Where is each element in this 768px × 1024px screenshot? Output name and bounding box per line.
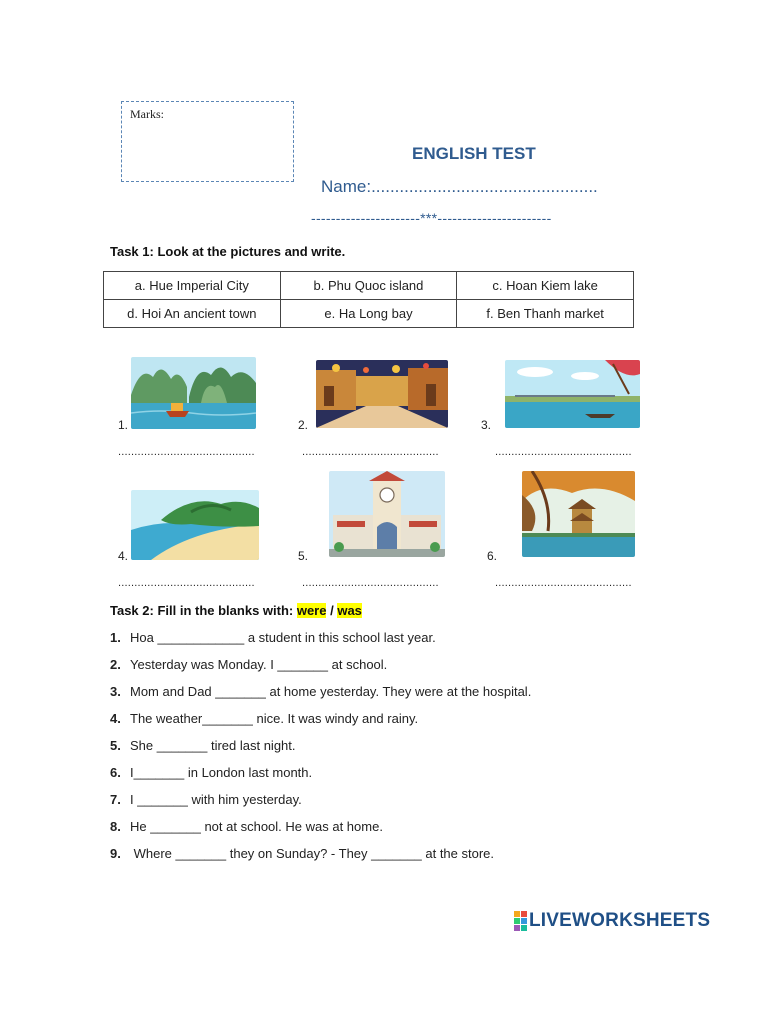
marks-label: Marks: [130,107,164,121]
table-cell: e. Ha Long bay [280,300,457,328]
picture-number: 5. [298,549,309,563]
name-field[interactable]: Name:................................................ [321,177,598,196]
exercise-item [110,711,418,726]
logo-block [521,918,527,924]
item-text: Yesterday was Monday. I _______ at school. [130,657,388,672]
task1-heading: Task 1: Look at the pictures and write. [110,244,346,259]
table-cell: d. Hoi An ancient town [104,300,281,328]
answer-line[interactable]: .......................................... [302,446,439,458]
hoi-an-street-picture [316,360,448,428]
answer-line[interactable]: .......................................... [495,446,632,458]
item-text: She _______ tired last night. [130,738,296,753]
item-number: 8. [110,819,121,834]
highlight-word-were: were [296,603,327,618]
table-cell: b. Phu Quoc island [280,272,457,300]
logo-block [521,911,527,917]
exercise-item [110,630,436,645]
table-cell: a. Hue Imperial City [104,272,281,300]
picture-number: 1. [118,418,129,432]
word-separator: / [326,603,338,618]
table-row [104,272,634,300]
item-text: He _______ not at school. He was at home. [130,819,383,834]
answer-line[interactable]: .......................................... [495,577,632,589]
table-row [104,300,634,328]
task2-heading [110,603,362,618]
item-text: I _______ with him yesterday. [130,792,302,807]
exercise-item [110,846,494,861]
table-cell: c. Hoan Kiem lake [457,272,634,300]
logo-block [514,911,520,917]
picture-number: 2. [298,418,309,432]
item-number: 1. [110,630,121,645]
table-cell: f. Ben Thanh market [457,300,634,328]
star-divider: ----------------------***----------------------- [311,210,552,226]
item-text: The weather_______ nice. It was windy and rainy. [130,711,419,726]
picture-number: 6. [487,549,498,563]
exercise-item [110,765,312,780]
item-text: Hoa ____________ a student in this school last year. [130,630,436,645]
item-number: 2. [110,657,121,672]
exercise-item [110,738,296,753]
logo-block [514,918,520,924]
marks-box [121,101,294,182]
highlight-word-was: was [337,603,362,618]
ha-long-bay-picture [131,357,256,429]
exercise-item [110,792,302,807]
item-text: Mom and Dad _______ at home yesterday. They were at the hospital. [130,684,532,699]
item-number: 4. [110,711,121,726]
exercise-item [110,657,387,672]
item-number: 6. [110,765,121,780]
hoan-kiem-lake-picture [522,471,635,557]
item-number: 5. [110,738,121,753]
answer-line[interactable]: .......................................... [302,577,439,589]
liveworksheets-logo [514,910,710,932]
ben-thanh-market-picture [329,471,445,557]
item-text: I_______ in London last month. [130,765,313,780]
answer-line[interactable]: .......................................... [118,577,255,589]
page-title: ENGLISH TEST [412,144,536,163]
task2-heading-text: Task 2: Fill in the blanks with: [110,603,297,618]
item-number: 9. [110,846,121,861]
item-number: 7. [110,792,121,807]
picture-number: 3. [481,418,492,432]
exercise-item [110,819,383,834]
logo-block [514,925,520,931]
logo-block [521,925,527,931]
item-text: Where _______ they on Sunday? - They _______ at the store. [130,846,495,861]
phu-quoc-beach-picture [131,490,259,560]
answer-line[interactable]: .......................................... [118,446,255,458]
logo-blocks-icon [514,911,527,931]
logo-text: LIVEWORKSHEETS [529,910,711,931]
picture-number: 4. [118,549,129,563]
exercise-item [110,684,531,699]
item-number: 3. [110,684,121,699]
hue-river-picture [505,360,640,428]
places-table [103,271,634,328]
